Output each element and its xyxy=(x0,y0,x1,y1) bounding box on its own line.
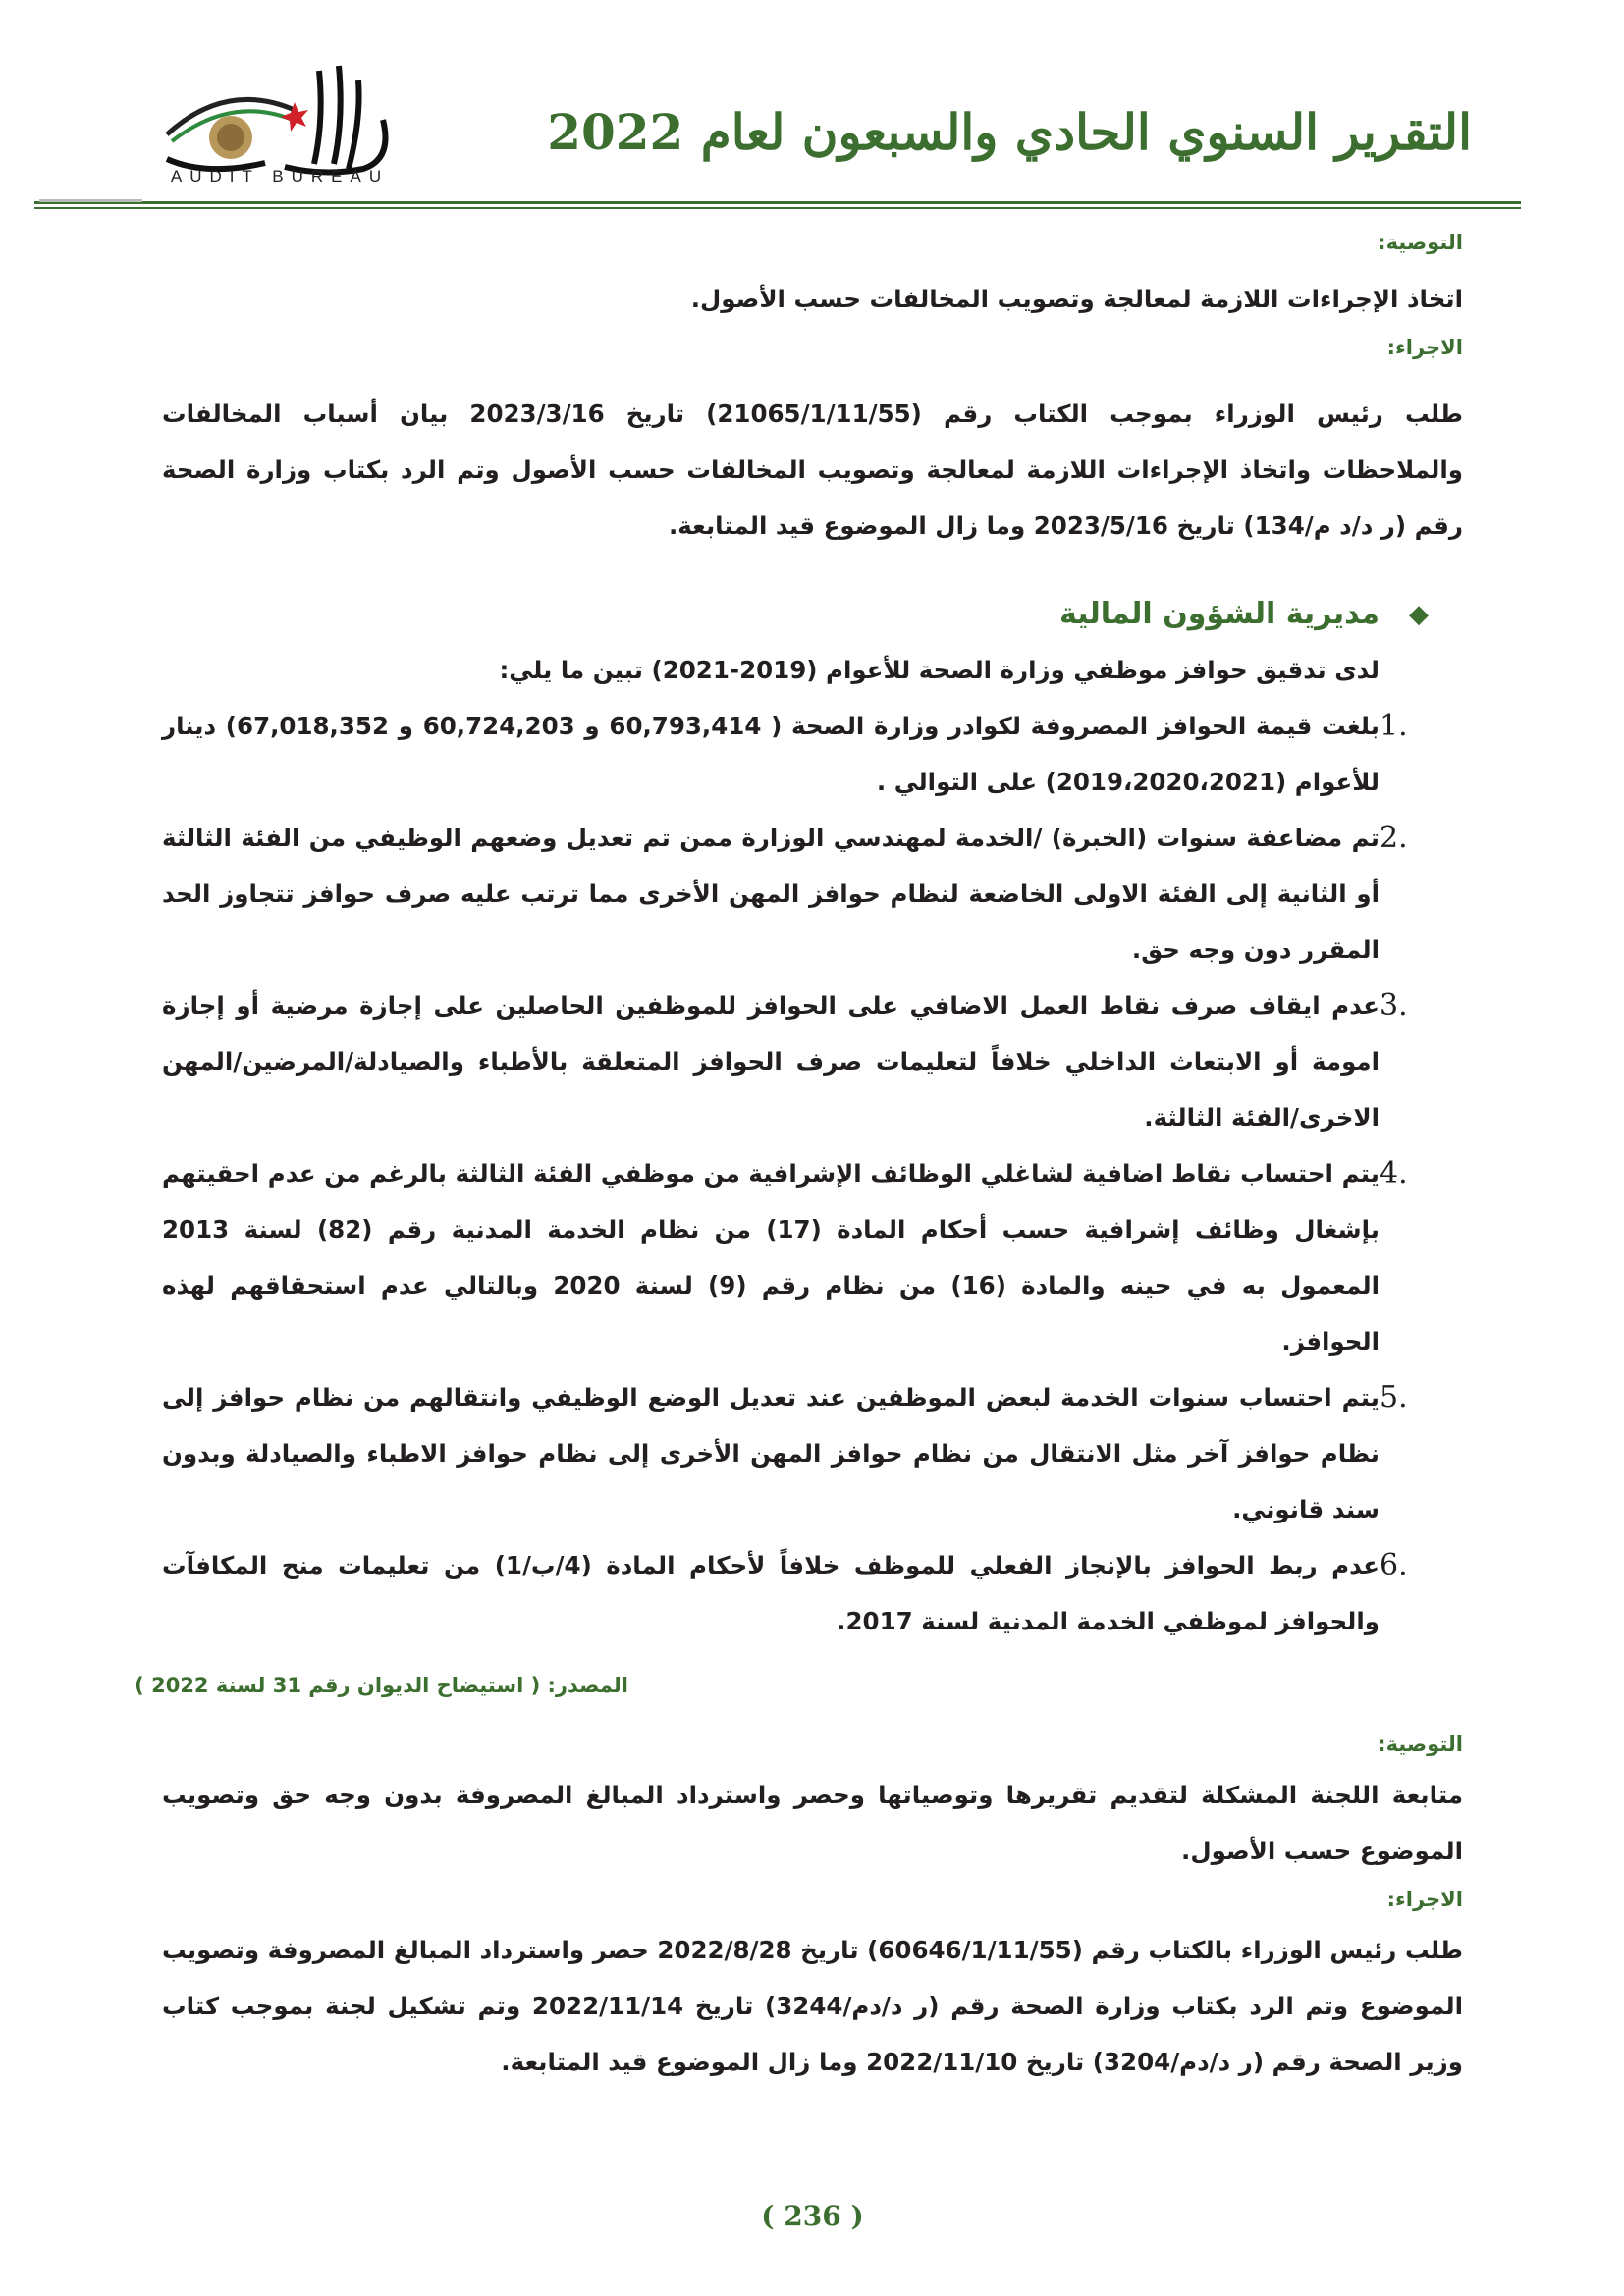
section-intro: لدى تدقيق حوافز موظفي وزارة الصحة للأعوام (2019-2021) تبين ما يلي: xyxy=(499,656,1380,684)
recommendation-label: التوصية: xyxy=(1378,1733,1463,1756)
item-number: 2. xyxy=(1380,821,1408,855)
header-divider-secondary xyxy=(34,207,1521,209)
report-title: التقرير السنوي الحادي والسبعون لعام 2022 xyxy=(547,103,1472,161)
item-number: 3. xyxy=(1380,988,1408,1023)
section-heading-row xyxy=(162,593,1463,636)
recommendation-text: اتخاذ الإجراءات اللازمة لمعالجة وتصويب المخالفات حسب الأصول. xyxy=(690,285,1463,313)
list-item-row xyxy=(162,1537,1463,1649)
list-item: بلغت قيمة الحوافز المصروفة لكوادر وزارة الصحة ( 60,793,414 و 60,724,203 و 67,018,352) دينار للأعوام (2019،2020،2021) على التوالي . xyxy=(162,712,1380,796)
recommendation-text: متابعة اللجنة المشكلة لتقديم تقريرها وتوصياتها وحصر واسترداد المبالغ المصروفة بدون وجه حق وتصويب الموضوع حسب الأصول. xyxy=(162,1781,1463,1865)
source-note: المصدر: ( استيضاح الديوان رقم 31 لسنة 2022 ) xyxy=(135,1674,628,1697)
page-content xyxy=(135,224,1463,2236)
list-item-row xyxy=(162,698,1463,810)
list-item: تم مضاعفة سنوات (الخبرة) /الخدمة لمهندسي الوزارة ممن تم تعديل وضعهم الوظيفي من الفئة الثالثة أو الثانية إلى الفئة الاولى الخاضعة لنظام حوافز المهن الأخرى مما ترتب عليه صرف حوافز تتجاوز الحد المقرر دون وجه حق. xyxy=(162,824,1380,964)
list-item: عدم ربط الحوافز بالإنجاز الفعلي للموظف خلافاً لأحكام المادة (4/ب/1) من تعليمات منح المكافآت والحوافز لموظفي الخدمة المدنية لسنة 2017. xyxy=(162,1551,1380,1635)
page-number: ( 236 ) xyxy=(761,2200,864,2232)
list-item-row xyxy=(162,810,1463,978)
logo-text: AUDIT BUREAU xyxy=(170,167,390,186)
action-label: الاجراء: xyxy=(1386,1888,1463,1911)
diamond-bullet-icon: ◆ xyxy=(1409,600,1429,629)
item-number: 5. xyxy=(1380,1380,1408,1415)
item-number: 6. xyxy=(1380,1548,1408,1582)
header-divider xyxy=(34,201,1521,204)
section-heading: مديرية الشؤون المالية xyxy=(1059,597,1380,631)
item-number: 4. xyxy=(1380,1156,1408,1191)
list-item: يتم احتساب سنوات الخدمة لبعض الموظفين عند تعديل الوضع الوظيفي وانتقالهم من نظام حوافز إلى نظام حوافز آخر مثل الانتقال من نظام حوافز المهن الأخرى إلى نظام حوافز الاطباء والصيادلة وبدون سند قانوني. xyxy=(162,1383,1380,1523)
action-text: طلب رئيس الوزراء بالكتاب رقم (60646/1/11/55) تاريخ 2022/8/28 حصر واسترداد المبالغ المصروفة وتصويب الموضوع وتم الرد بكتاب وزارة الصحة رقم (ر د/دم/3244) تاريخ 2022/11/14 وتم تشكيل لجنة بموجب كتاب وزير الصحة رقم (ر د/دم/3204) تاريخ 2022/11/10 وما زال الموضوع قيد المتابعة. xyxy=(162,1936,1463,2076)
list-item-row xyxy=(162,1146,1463,1369)
action-label: الاجراء: xyxy=(1386,336,1463,359)
header-divider-accent xyxy=(39,199,142,202)
item-number: 1. xyxy=(1380,709,1408,743)
list-item-row xyxy=(162,978,1463,1146)
list-item: يتم احتساب نقاط اضافية لشاغلي الوظائف الإشرافية من موظفي الفئة الثالثة بالرغم من عدم احقيتهم بإشغال وظائف إشرافية حسب أحكام المادة (17) من نظام الخدمة المدنية رقم (82) لسنة 2013 المعمول به في حينه والمادة (16) من نظام رقم (9) لسنة 2020 وبالتالي عدم استحقاقهم لهذه الحوافز. xyxy=(162,1159,1380,1356)
list-item: عدم ايقاف صرف نقاط العمل الاضافي على الحوافز للموظفين الحاصلين على إجازة مرضية أو إجازة امومة أو الابتعاث الداخلي خلافاً لتعليمات صرف الحوافز المتعلقة بالأطباء والصيادلة/المرضين/المهن الاخرى/الفئة الثالثة. xyxy=(162,991,1380,1132)
list-item-row xyxy=(162,1369,1463,1537)
action-text: طلب رئيس الوزراء بموجب الكتاب رقم (21065/1/11/55) تاريخ 2023/3/16 بيان أسباب المخالفات والملاحظات واتخاذ الإجراءات اللازمة لمعالجة وتصويب المخالفات حسب الأصول وتم الرد بكتاب وزارة الصحة رقم (ر د/د م/134) تاريخ 2023/5/16 وما زال الموضوع قيد المتابعة. xyxy=(162,400,1463,540)
recommendation-label: التوصية: xyxy=(1378,231,1463,254)
